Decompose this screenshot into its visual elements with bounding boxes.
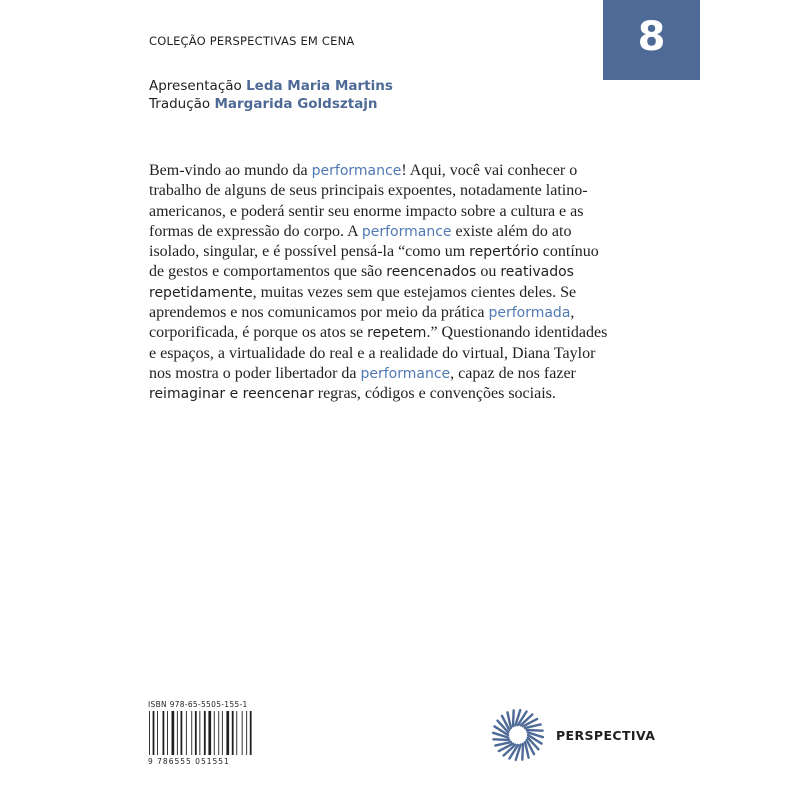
barcode-bars-icon	[148, 711, 256, 757]
presentation-credit	[149, 77, 393, 95]
blurb-text: , muitas vezes sem que estejamos cientes deles. Se aprendemos e nos comunicamos por meio da prática	[149, 283, 577, 322]
blurb-emphasis: reativados repetidamente	[149, 264, 574, 301]
blurb-highlight: performada	[488, 305, 571, 322]
presentation-name: Leda Maria Martins	[246, 78, 393, 94]
blurb-text: , corporificada, é porque os atos se	[149, 304, 575, 342]
presentation-label: Apresentação	[149, 78, 242, 94]
credits	[149, 77, 393, 113]
blurb-text: Bem-vindo ao mundo da	[149, 162, 312, 179]
blurb-highlight: performance	[361, 223, 452, 240]
blurb-emphasis: repetem	[367, 325, 427, 342]
blurb-text: ! Aqui, você vai conhecer o trabalho de alguns de seus principais expoentes, notadamente latino-americanos, e poderá sentir seu enorme impacto sobre a cultura e as formas de expressão do corpo. A	[149, 162, 588, 240]
blurb-emphasis: reimaginar e reencenar	[149, 386, 314, 403]
blurb-text: contínuo de gestos e comportamentos que são	[149, 243, 599, 281]
barcode-digits: 9 786555 051551	[148, 757, 230, 766]
isbn-number: ISBN 978-65-5505-155-1	[148, 700, 248, 709]
blurb-text: regras, códigos e convenções sociais.	[313, 385, 556, 403]
isbn-barcode	[148, 700, 256, 766]
volume-badge	[603, 0, 700, 80]
blurb-highlight: performance	[360, 365, 451, 382]
translation-credit	[149, 95, 393, 113]
blurb-text: ou	[476, 263, 501, 281]
translation-label: Tradução	[149, 96, 211, 112]
blurb-text: existe além do ato isolado, singular, e é possível pensá-la “como um	[149, 222, 572, 261]
blurb-text: .” Questionando identidades e espaços, a virtualidade do real e a realidade do virtual, Diana Taylor nos mostra o poder libertador da	[149, 324, 608, 382]
blurb-emphasis: repertório	[469, 244, 539, 261]
collection-title: COLEÇÃO PERSPECTIVAS EM CENA	[149, 34, 355, 48]
volume-number: 8	[637, 14, 666, 60]
publisher-logo	[488, 705, 655, 765]
back-cover-blurb	[149, 161, 609, 405]
blurb-text: , capaz de nos fazer	[450, 364, 576, 382]
publisher-name: PERSPECTIVA	[556, 727, 656, 743]
blurb-highlight: performance	[311, 163, 402, 179]
blurb-emphasis: reencenados	[386, 264, 477, 281]
perspectiva-sunburst-icon	[488, 705, 548, 765]
translation-name: Margarida Goldsztajn	[214, 96, 378, 112]
